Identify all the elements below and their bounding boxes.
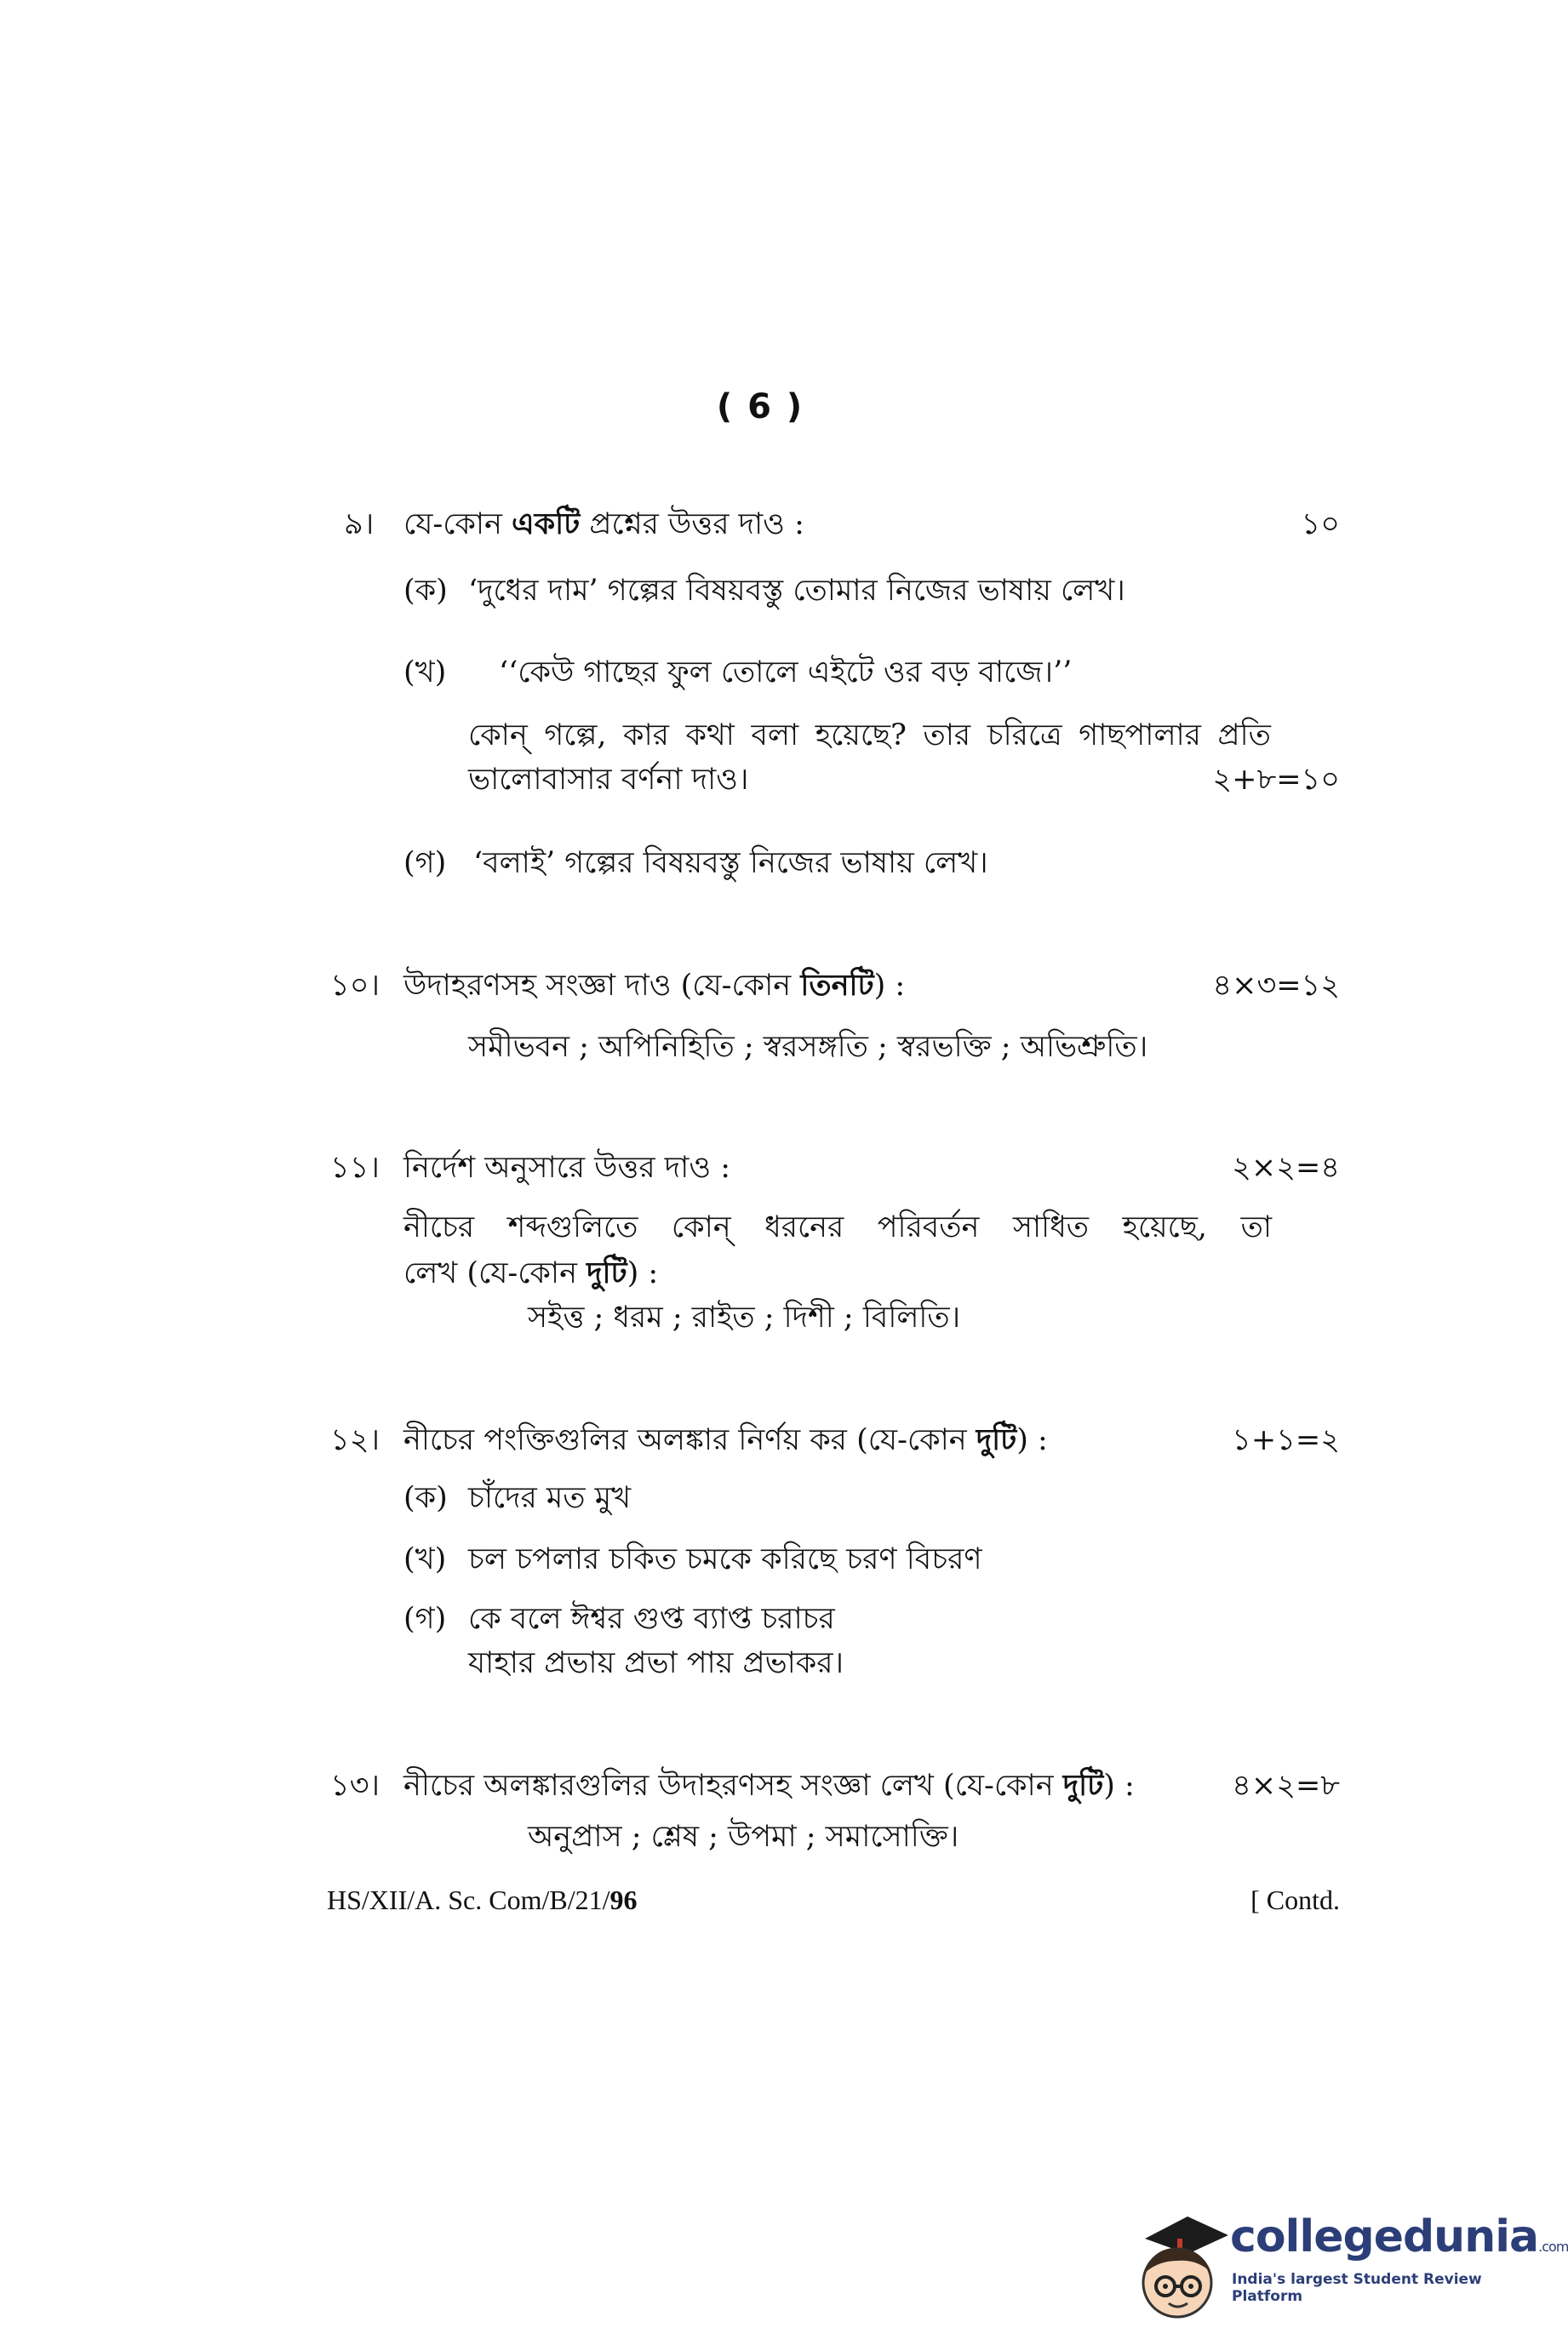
q9-heading: যে-কোন একটি প্রশ্নের উত্তর দাও : [403,506,804,541]
q12c-line2: যাহার প্রভায় প্রভা পায় প্রভাকর। [468,1646,844,1680]
q12-number: ১২। [330,1423,380,1457]
q11-marks: ২×২=৪ [1232,1151,1340,1185]
q11-heading: নির্দেশ অনুসারে উত্তর দাও : [403,1151,730,1185]
q13-items: অনুপ্রাস ; শ্লেষ ; উপমা ; সমাসোক্তি। [528,1820,959,1854]
q9b-line2: ভালোবাসার বর্ণনা দাও। [468,763,749,797]
q9b-marks: ২+৮=১০ [1212,763,1340,797]
q12b-label: (খ) [403,1542,447,1576]
q11-line1: নীচের শব্দগুলিতে কোন্ ধরনের পরিবর্তন সাধিত হয়েছে, তা [403,1210,1272,1244]
q12a-label: (ক) [403,1481,448,1515]
q12-heading: নীচের পংক্তিগুলির অলঙ্কার নির্ণয় কর (যে-কোন দুটি) : [403,1422,1048,1457]
paper-code: HS/XII/A. Sc. Com/B/21/96 [327,1885,638,1915]
q12-marks: ১+১=২ [1232,1423,1340,1457]
q12c-label: (গ) [403,1602,447,1636]
continued-label: [ Contd. [1250,1885,1340,1915]
q9a-text: ‘দুধের দাম’ গল্পের বিষয়বস্তু তোমার নিজের ভাষায় লেখ। [468,574,1125,608]
q12c-line1: কে বলে ঈশ্বর গুপ্ত ব্যাপ্ত চরাচর [468,1602,835,1636]
logo-tagline: India's largest Student Review Platform [1232,2271,1482,2305]
logo-wordmark: collegedunia.com [1230,2211,1568,2262]
q9a-label: (ক) [403,574,448,608]
q10-heading: উদাহরণসহ সংজ্ঞা দাও (যে-কোন তিনটি) : [403,968,906,1003]
q13-heading: নীচের অলঙ্কারগুলির উদাহরণসহ সংজ্ঞা লেখ (যে-কোন দুটি) : [403,1768,1135,1803]
q9b-line1: কোন্ গল্পে, কার কথা বলা হয়েছে? তার চরিত্রে গাছপালার প্রতি [468,718,1271,752]
q9c-text: ‘বলাই’ গল্পের বিষয়বস্তু নিজের ভাষায় লেখ। [473,846,988,880]
q11-line2: লেখ (যে-কোন দুটি) : [403,1256,659,1290]
q10-number: ১০। [330,969,380,1003]
q13-number: ১৩। [330,1769,380,1803]
q10-items: সমীভবন ; অপিনিহিতি ; স্বরসঙ্গতি ; স্বরভক্তি ; অভিশ্রুতি। [468,1030,1148,1064]
q9-marks: ১০ [1301,507,1340,541]
q12a-text: চাঁদের মত মুখ [468,1481,632,1515]
q13-marks: ৪×২=৮ [1232,1769,1340,1803]
collegedunia-logo[interactable] [1128,2205,1568,2320]
page-number: ( 6 ) [716,387,804,426]
q10-marks: ৪×৩=১২ [1212,969,1340,1003]
q9b-label: (খ) [403,655,447,689]
q9c-label: (গ) [403,846,447,880]
q11-number: ১১। [330,1151,380,1185]
q11-items: সইত্ত ; ধরম ; রাইত ; দিশী ; বিলিতি। [528,1301,961,1335]
q9b-quote: ‘‘কেউ গাছের ফুল তোলে এইটে ওর বড় বাজে।’’ [499,655,1073,689]
student-mascot-icon [1128,2205,1228,2320]
q9-number: ৯। [344,507,375,541]
q12b-text: চল চপলার চকিত চমকে করিছে চরণ বিচরণ [468,1542,982,1576]
